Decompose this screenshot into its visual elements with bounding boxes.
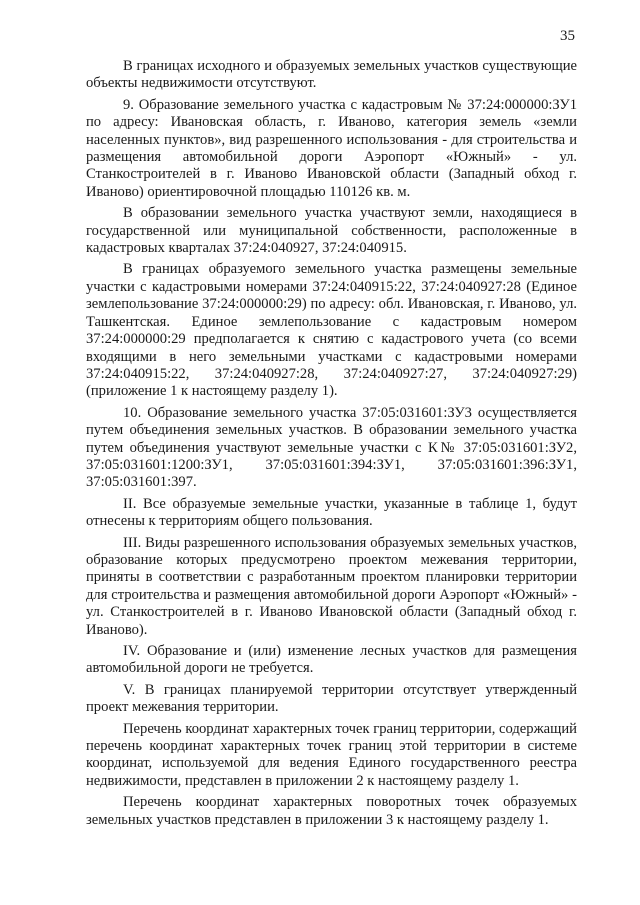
paragraph-section-iv: IV. Образование и (или) изменение лесных участков для размещения автомобильной дороги не требуется.	[86, 643, 577, 677]
paragraph-existing-objects: В границах исходного и образуемых земельных участков существующие объекты недвижимости отсутствуют.	[86, 58, 577, 92]
paragraph-coordinates-parcels: Перечень координат характерных поворотных точек образуемых земельных участков представлен в приложении 3 к настоящему разделу 1.	[86, 794, 577, 828]
paragraph-section-v: V. В границах планируемой территории отсутствует утвержденный проект межевания территории.	[86, 681, 577, 716]
body-text	[86, 58, 577, 829]
paragraph-placed-parcels: В границах образуемого земельного участка размещены земельные участки с кадастровыми номерами 37:24:040915:22, 37:24:040927:28 (Единое землепользование 37:24:000000:29) по адресу: обл. Ивановская, г. Иваново, ул. Ташкентская. Единое землепользование с кадастровым номером 37:24:000000:29 предполагается к снятию с кадастрового учета (со всеми входящими в него земельными участками с кадастровыми номерами 37:24:040915:22, 37:24:040927:28, 37:24:040927:27, 37:24:040927:29) (приложение 1 к настоящему разделу 1).	[86, 261, 577, 400]
paragraph-item-9: 9. Образование земельного участка с кадастровым № 37:24:000000:ЗУ1 по адресу: Ивановская область, г. Иваново, категория земель «земли населенных пунктов», вид разрешенного использования - для строительства и размещения автомобильной дороги Аэропорт «Южный» - ул. Станкостроителей в г. Иваново Ивановской области (Западный обход г. Иваново) ориентировочной площадью 110126 кв. м.	[86, 96, 577, 200]
page-number: 35	[560, 28, 575, 44]
paragraph-item-10: 10. Образование земельного участка 37:05:031601:ЗУ3 осуществляется путем объединения земельных участков. В образовании земельного участка путем объединения участвуют земельные участки с К№ 37:05:031601:ЗУ2, 37:05:031601:1200:ЗУ1, 37:05:031601:394:ЗУ1, 37:05:031601:396:ЗУ1, 37:05:031601:397.	[86, 404, 577, 491]
paragraph-section-iii: III. Виды разрешенного использования образуемых земельных участков, образование которых предусмотрено проектом межевания территории, приняты в соответствии с разработанным проектом планировки территории для строительства и размещения автомобильной дороги Аэропорт «Южный» - ул. Станкостроителей в г. Иваново Ивановской области (Западный обход г. Иваново).	[86, 534, 577, 638]
paragraph-participating-lands: В образовании земельного участка участвуют земли, находящиеся в государственной или муниципальной собственности, расположенные в кадастровых кварталах 37:24:040927, 37:24:040915.	[86, 205, 577, 257]
paragraph-coordinates-territory: Перечень координат характерных точек границ территории, содержащий перечень координат характерных точек границ этой территории в системе координат, используемой для ведения Единого государственного реестра недвижимости, представлен в приложении 2 к настоящему разделу 1.	[86, 720, 577, 789]
paragraph-section-ii: II. Все образуемые земельные участки, указанные в таблице 1, будут отнесены к территориям общего пользования.	[86, 495, 577, 530]
